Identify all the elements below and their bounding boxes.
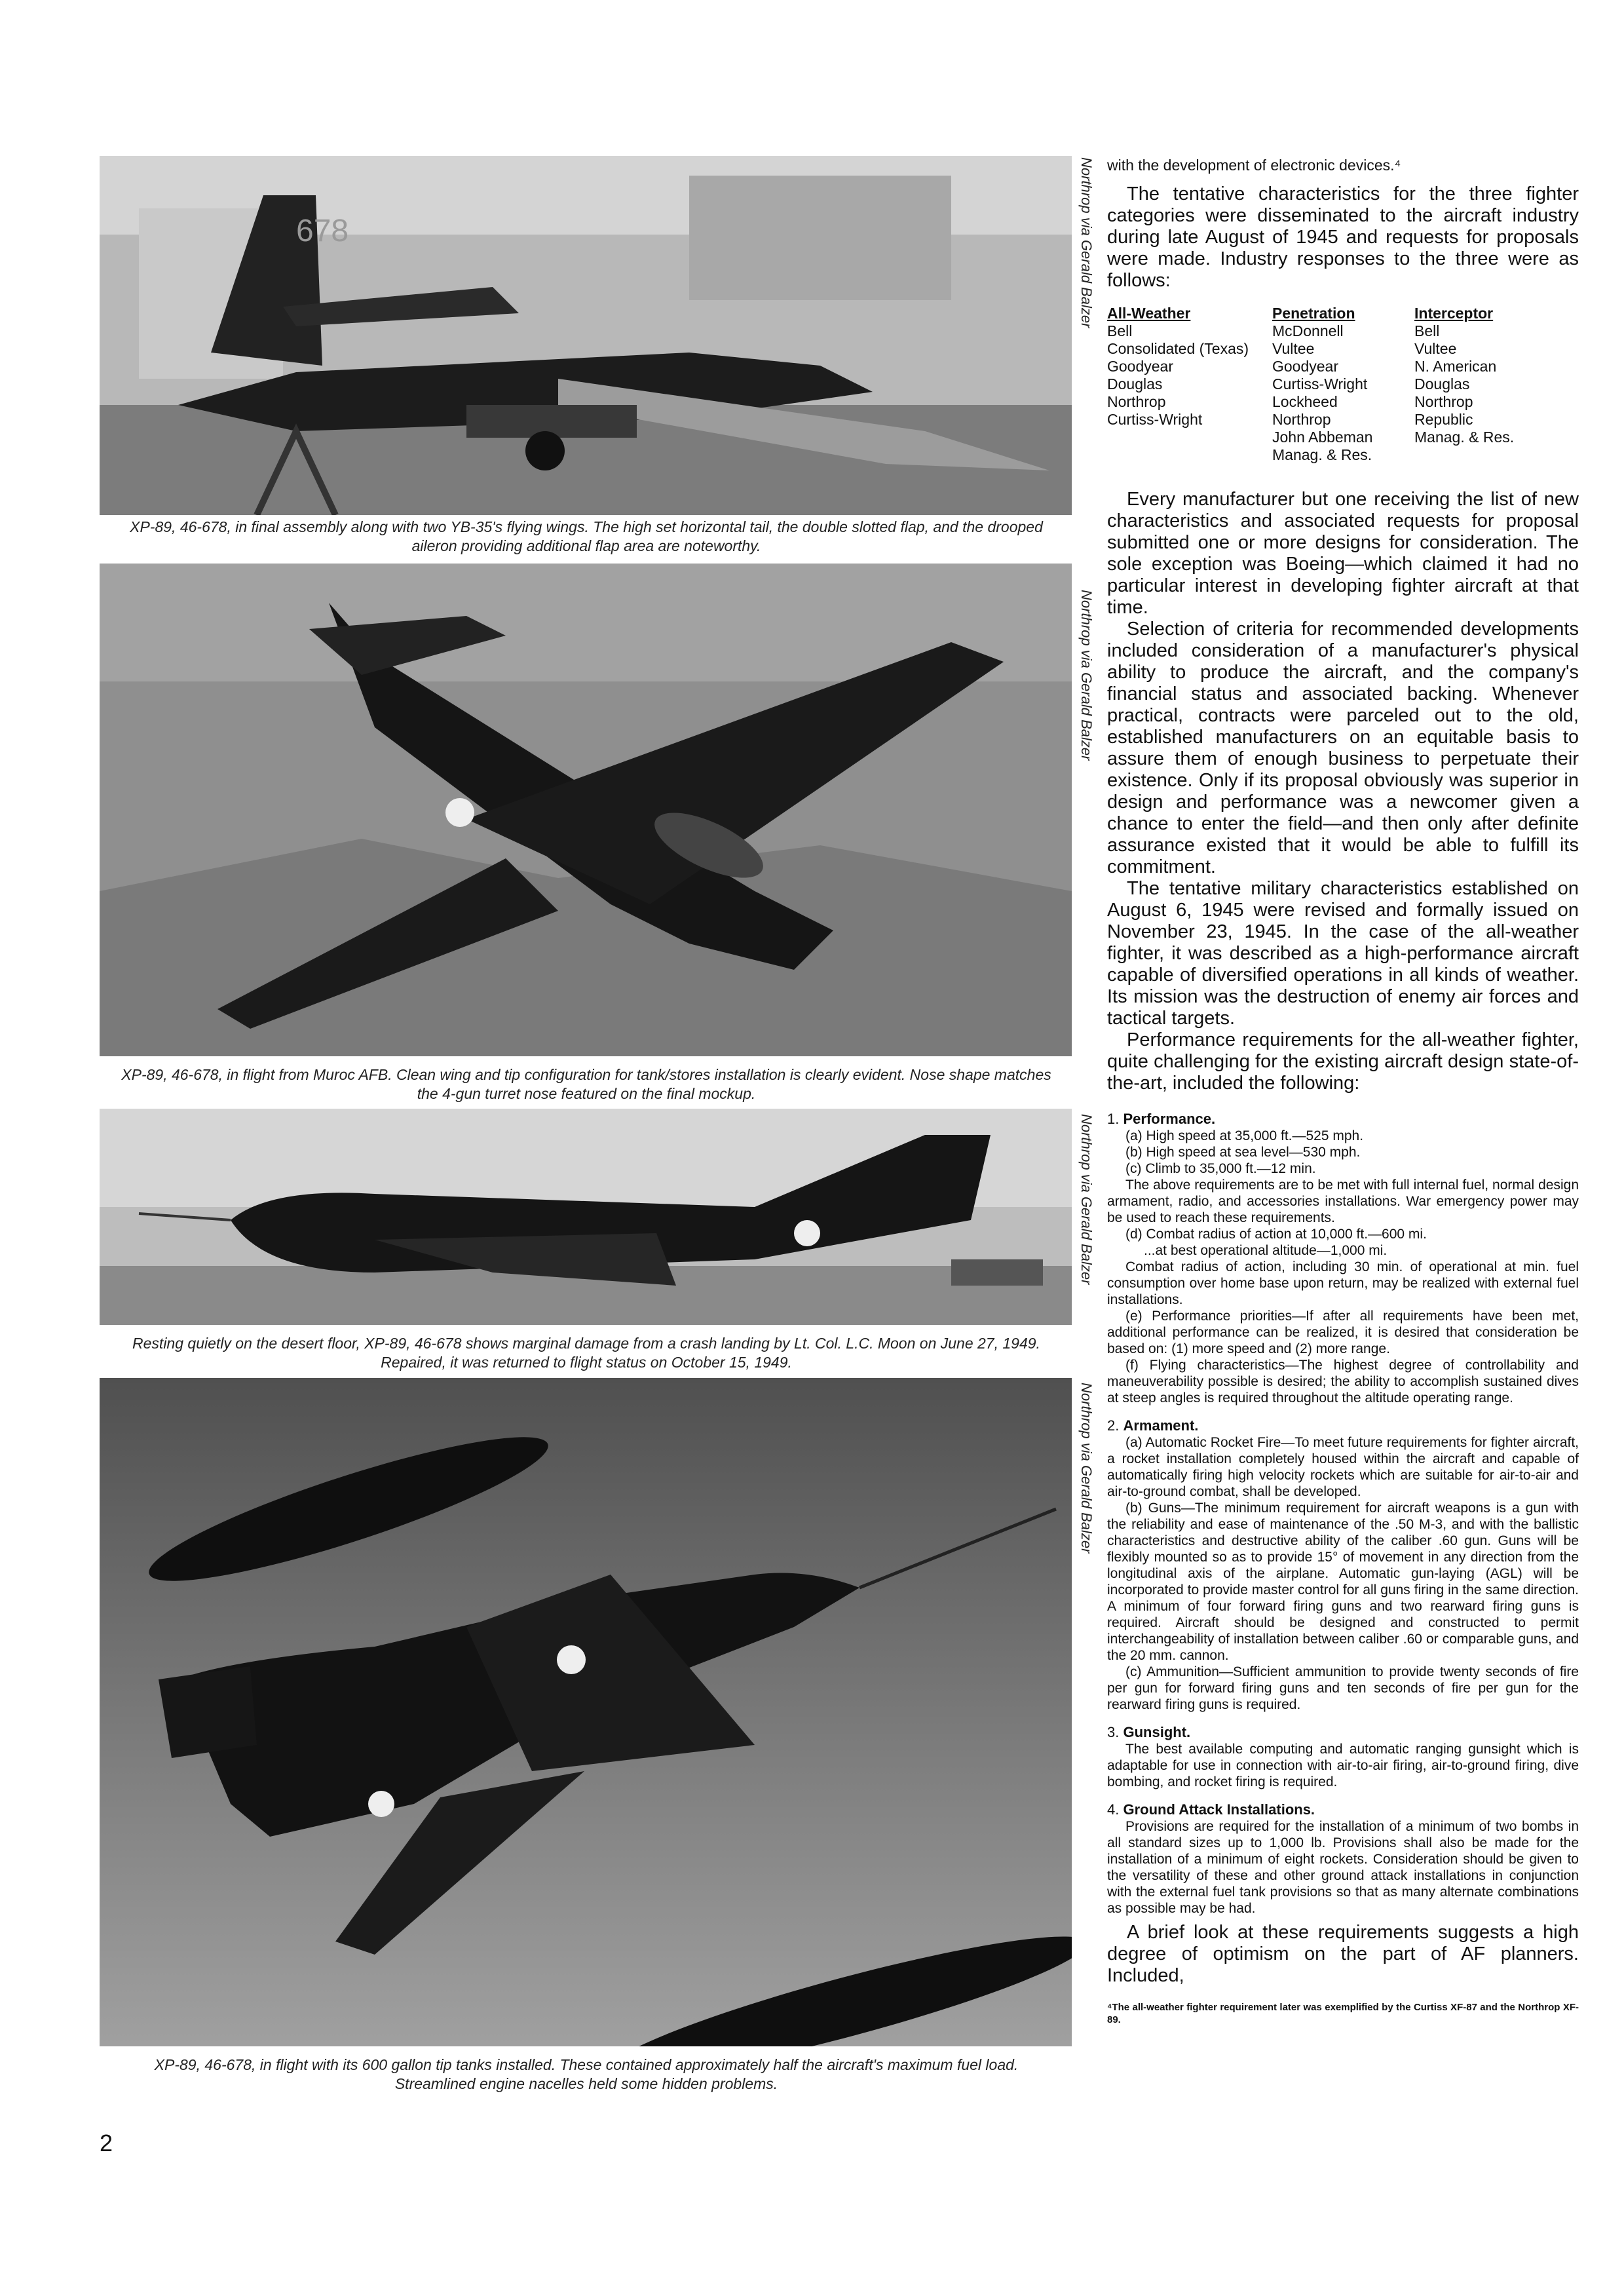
table-cell (1107, 446, 1272, 464)
table-header: Interceptor (1414, 305, 1494, 322)
table-header-row (1107, 305, 1566, 322)
article-paragraph: The tentative characteristics for the three fighter categories were disseminated to the aircraft industry during late August of 1945 and requests for proposals were made. Industry responses to the three were as follows: (1107, 183, 1579, 291)
table-header: Penetration (1272, 305, 1355, 322)
table-cell (1107, 429, 1272, 446)
requirement-heading (1107, 1417, 1579, 1434)
requirement-text: (e) Performance priorities—If after all requirements have been met, additional performance can be realized, it is desired that consideration be based on: (1) more speed and (2) more range. (1107, 1309, 1579, 1356)
table-cell: Northrop (1107, 393, 1166, 410)
photo-tip-tanks (100, 1378, 1072, 2046)
table-row (1107, 446, 1566, 464)
photo-flight-muroc (100, 564, 1072, 1056)
table-cell: Consolidated (Texas) (1107, 340, 1249, 357)
article-paragraph: The tentative military characteristics established on August 6, 1945 were revised and formally issued on November 23, 1945. In the case of the all-weather fighter, it was described as a high-performance aircraft capable of diversified operations in all kinds of weather. Its mission was the destruction of enemy air forces and tactical targets. (1107, 878, 1579, 1029)
requirement-text: (b) Guns—The minimum requirement for aircraft weapons is a gun with the reliability and ease of maintenance of the .50 M-3, and with the ballistic characteristics and destructive ability of the caliber .60 gun. Guns will be flexibly mounted so as to provide 15° of movement in any direction from the longitudinal axis of the airplane. Automatic gun-laying (AGL) will be incorporated to provide master control for all guns firing in the same direction. A minimum of four forward firing guns and two rearward firing guns is required. Aircraft should be designed and constructed to permit interchangeability of installation between caliber .60 or comparable guns, and the 20 mm. cannon. (1107, 1501, 1579, 1663)
requirement-line: (c) Climb to 35,000 ft.—12 min. (1125, 1161, 1316, 1176)
table-row (1107, 429, 1566, 446)
table-cell: Manag. & Res. (1414, 429, 1515, 446)
requirement-line: (b) High speed at sea level—530 mph. (1125, 1145, 1361, 1160)
photo-caption: Resting quietly on the desert floor, XP-89, 46-678 shows marginal damage from a crash landing by Lt. Col. L.C. Moon on June 27, 1949. Repaired, it was returned to flight status on October 15, 1949. (132, 1335, 1040, 1371)
table-row (1107, 340, 1566, 358)
photo-credit: Northrop via Gerald Balzer (1078, 1383, 1095, 1554)
photo-caption: XP-89, 46-678, in flight with its 600 gallon tip tanks installed. These contained approximately half the aircraft's maximum fuel load. Streamlined engine nacelles held some hidden problems. (154, 2056, 1019, 2092)
xp89-assembly-illustration (100, 156, 1072, 515)
table-row (1107, 393, 1566, 411)
article-paragraph: A brief look at these requirements suggests a high degree of optimism on the part of AF planners. Included, (1107, 1922, 1579, 1986)
requirement-number: 1. (1107, 1111, 1120, 1127)
table-cell: McDonnell (1272, 322, 1344, 339)
requirement-title: Performance. (1123, 1111, 1216, 1127)
photo-credit: Northrop via Gerald Balzer (1078, 1114, 1095, 1285)
table-cell: Northrop (1272, 411, 1331, 428)
article-paragraph: Every manufacturer but one receiving the list of new characteristics and associated requests for proposal submitted one or more designs for consideration. The sole exception was Boeing—which claimed it had no particular interest in developing fighter aircraft at that time. (1107, 489, 1579, 618)
requirement-heading (1107, 1723, 1579, 1741)
requirement-heading (1107, 1110, 1579, 1128)
footnote: ⁴The all-weather fighter requirement later was exemplified by the Curtiss XF-87 and the Northrop XF-89. (1107, 2002, 1579, 2025)
table-cell: Bell (1107, 322, 1133, 339)
table-row (1107, 411, 1566, 429)
table-cell: Bell (1414, 322, 1440, 339)
requirement-title: Ground Attack Installations. (1123, 1801, 1315, 1818)
table-row (1107, 322, 1566, 340)
requirement-number: 2. (1107, 1417, 1120, 1434)
table-cell: Vultee (1414, 340, 1457, 357)
table-cell: Northrop (1414, 393, 1473, 410)
tail-number: 678 (296, 214, 349, 248)
table-header: All-Weather (1107, 305, 1191, 322)
table-cell: Curtiss-Wright (1272, 375, 1368, 392)
xp89-ground-illustration (100, 1109, 1072, 1325)
table-cell: Manag. & Res. (1272, 446, 1372, 463)
requirement-text: Combat radius of action, including 30 min. of operational at min. fuel consumption over home base upon return, may be realized with external fuel installations. (1107, 1259, 1579, 1307)
table-cell (1414, 446, 1566, 464)
table-cell: Douglas (1414, 375, 1470, 392)
table-cell: Republic (1414, 411, 1473, 428)
requirement-line: ...at best operational altitude—1,000 mi. (1144, 1243, 1388, 1258)
photo-desert-floor (100, 1109, 1072, 1325)
requirement-text: (c) Ammunition—Sufficient ammunition to provide twenty seconds of fire per gun for forward firing guns and ten seconds of fire per gun for the rearward firing guns is required. (1107, 1664, 1579, 1712)
table-cell: Curtiss-Wright (1107, 411, 1203, 428)
photo-caption: XP-89, 46-678, in final assembly along with two YB-35's flying wings. The high set horizontal tail, the double slotted flap, and the drooped aileron providing additional flap area are noteworthy. (130, 518, 1043, 554)
table-cell: Douglas (1107, 375, 1163, 392)
article-paragraph: Selection of criteria for recommended developments included consideration of a manufacturer's physical ability to produce the aircraft, and the company's financial status and associated backing. Whenever practical, contracts were parceled out to the old, established manufacturers on an equitable basis to assure them of enough business to perpetuate their existence. Only if its proposal obviously was superior in design and performance was a newcomer given a chance to enter the field—and then only after definite assurance existed that it would be able to fulfill its commitment. (1107, 619, 1579, 877)
photo-credit: Northrop via Gerald Balzer (1078, 157, 1095, 328)
requirement-title: Armament. (1123, 1417, 1199, 1434)
table-cell: Lockheed (1272, 393, 1338, 410)
requirement-line: (a) High speed at 35,000 ft.—525 mph. (1125, 1128, 1364, 1143)
article-column (1107, 156, 1579, 2026)
requirement-text: The above requirements are to be met with full internal fuel, normal design armament, radio, and accessories installations. War emergency power may be used to reach these requirements. (1107, 1177, 1579, 1225)
requirement-text: (f) Flying characteristics—The highest degree of controllability and maneuverability possible is desired; the ability to accomplish sustained dives at steep angles is required throughout the altitude operating range. (1107, 1358, 1579, 1406)
xp89-tip-tanks-illustration (100, 1378, 1072, 2046)
table-row (1107, 358, 1566, 375)
photo-caption: XP-89, 46-678, in flight from Muroc AFB. Clean wing and tip configuration for tank/stores installation is clearly evident. Nose shape matches the 4-gun turret nose featured on the final mockup. (121, 1066, 1051, 1102)
requirement-heading (1107, 1801, 1579, 1818)
table-cell: Vultee (1272, 340, 1315, 357)
photo-final-assembly (100, 156, 1072, 515)
table-cell: John Abbeman (1272, 429, 1373, 446)
table-row (1107, 375, 1566, 393)
table-cell: N. American (1414, 358, 1497, 375)
table-cell: Goodyear (1107, 358, 1174, 375)
requirement-number: 3. (1107, 1724, 1120, 1740)
requirement-number: 4. (1107, 1801, 1120, 1818)
requirement-title: Gunsight. (1123, 1724, 1191, 1740)
page-number: 2 (100, 2130, 113, 2156)
photo-credit: Northrop via Gerald Balzer (1078, 590, 1095, 761)
article-paragraph: with the development of electronic devices.⁴ (1107, 157, 1401, 174)
requirement-text: Provisions are required for the installation of a minimum of two bombs in all standard sizes up to 1,000 lb. Provisions shall also be made for the installation of a minimum of eight rockets. Consideration should be given to the versatility of these and other ground attack installations in conjunction with the external fuel tank provisions so that as many alternate combinations as possible may be had. (1107, 1819, 1579, 1916)
table-cell: Goodyear (1272, 358, 1339, 375)
requirement-text: The best available computing and automatic ranging gunsight which is adaptable for use in connection with air-to-air firing, air-to-ground firing, dive bombing, and rocket firing is required. (1107, 1742, 1579, 1789)
requirement-text: (a) Automatic Rocket Fire—To meet future requirements for fighter aircraft, a rocket installation completely housed within the aircraft and capable of automatically firing high velocity rockets which are suitable for air-to-air and air-to-ground combat, shall be developed. (1107, 1435, 1579, 1499)
xp89-flight-illustration (100, 564, 1072, 1056)
article-paragraph: Performance requirements for the all-weather fighter, quite challenging for the existing aircraft design state-of-the-art, included the following: (1107, 1029, 1579, 1094)
requirement-line: (d) Combat radius of action at 10,000 ft.—600 mi. (1125, 1227, 1427, 1242)
manufacturer-table (1107, 305, 1566, 464)
